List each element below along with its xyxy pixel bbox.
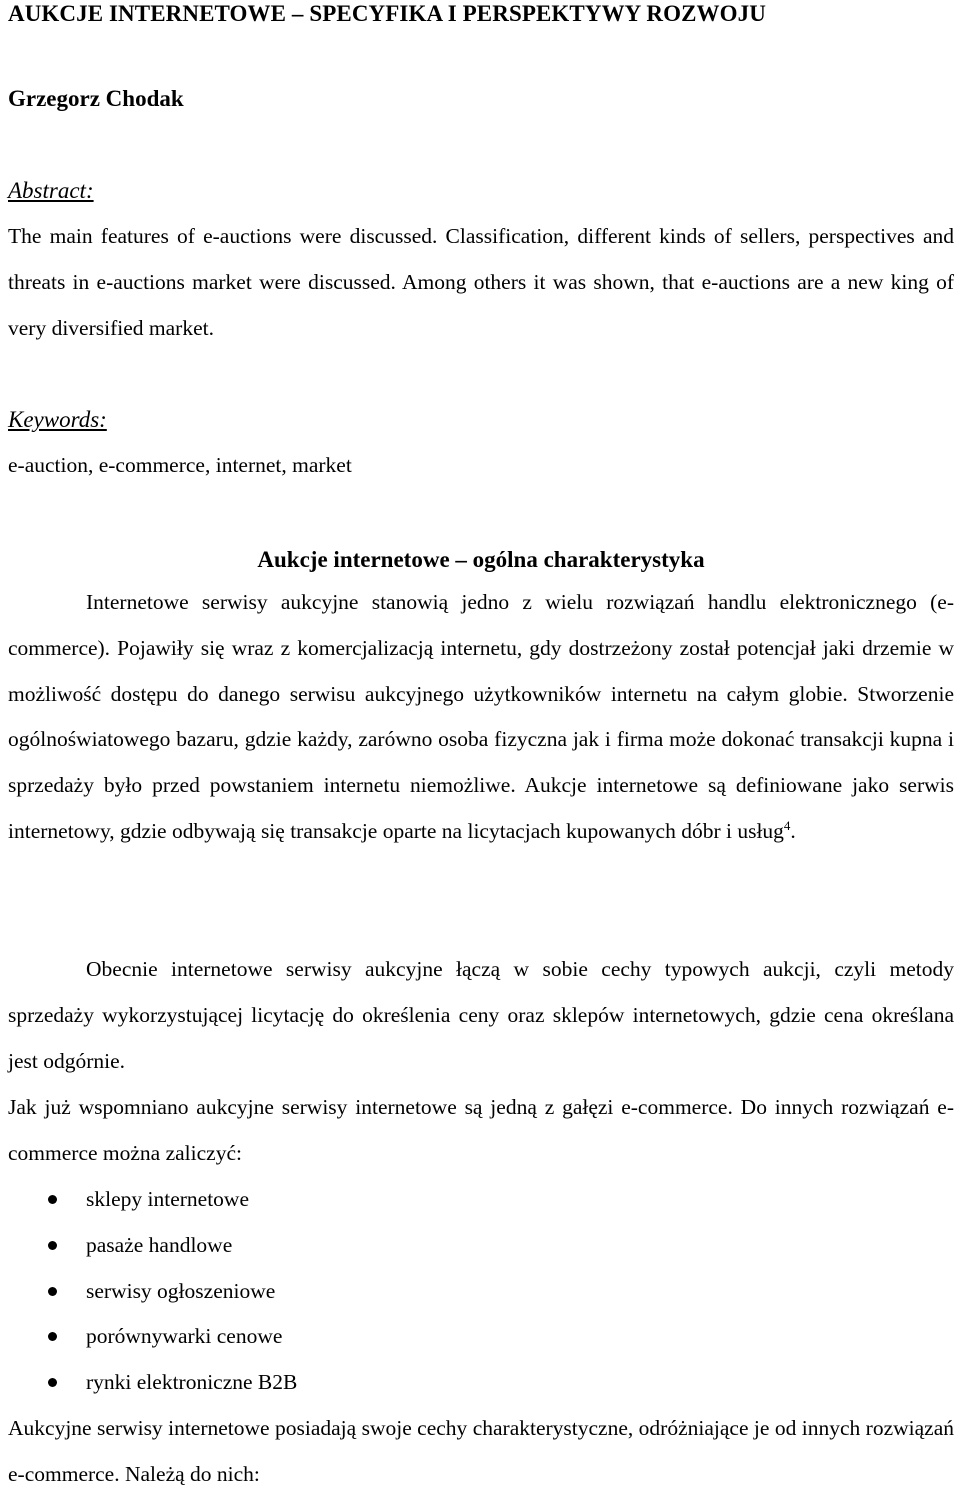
section-heading: Aukcje internetowe – ogólna charakterystyka: [257, 547, 705, 572]
abstract-text: The main features of e-auctions were discussed. Classification, different kinds of sellers, perspectives and threats in e-auctions market were discussed. Among others it was shown, that e-auctions are a new king of very diversified market.: [8, 224, 954, 340]
list-item: [8, 1223, 297, 1269]
list-item-text: rynki elektroniczne B2B: [86, 1370, 298, 1395]
list-item: [8, 1314, 297, 1360]
list-item: [8, 1177, 297, 1223]
body-paragraph-3: Jak już wspomniano aukcyjne serwisy internetowe są jedną z gałęzi e-commerce. Do innych rozwiązań e-commerce można zaliczyć:: [8, 1095, 954, 1165]
keywords-text: e-auction, e-commerce, internet, market: [8, 453, 352, 477]
abstract-label: Abstract:: [8, 178, 94, 203]
bullet-icon: [48, 1378, 57, 1387]
bullet-icon: [48, 1332, 57, 1341]
list-item-text: porównywarki cenowe: [86, 1324, 283, 1349]
list-item-text: sklepy internetowe: [86, 1187, 249, 1211]
body-paragraph-1-text: Internetowe serwisy aukcyjne stanowią jedno z wielu rozwiązań handlu elektronicznego (e-commerce). Pojawiły się wraz z komercjalizacją internetu, gdy dostrzeżony został potencjał jaki drzemie w możliwość dostępu do danego serwisu aukcyjnego użytkowników internetu na całym globie. Stworzenie ogólnoświatowego bazaru, gdzie każdy, zarówno osoba fizyczna jak i firma może dokonać transakcji kupna i sprzedaży było przed powstaniem internetu niemożliwe. Aukcje internetowe są definiowane jako serwis internetowy, gdzie odbywają się transakcje oparte na licytacjach kupowanych dóbr i usług: [8, 590, 954, 843]
list-item: [8, 1269, 297, 1315]
author-name: Grzegorz Chodak: [8, 86, 184, 111]
bullet-icon: [48, 1287, 57, 1296]
bullet-icon: [48, 1195, 57, 1204]
list-item: [8, 1360, 297, 1406]
footnote-marker: 4: [783, 817, 791, 833]
keywords-label: Keywords:: [8, 407, 107, 432]
paper-title: AUKCJE INTERNETOWE – SPECYFIKA I PERSPEKTYWY ROZWOJU: [8, 1, 766, 26]
body-paragraph-4: Aukcyjne serwisy internetowe posiadają swoje cechy charakterystyczne, odróżniające je od innych rozwiązań e-commerce. Należą do nich:: [8, 1416, 954, 1486]
ecommerce-solutions-list: [8, 1177, 297, 1406]
body-paragraph-1: [8, 580, 954, 855]
bullet-icon: [48, 1241, 57, 1250]
list-item-text: pasaże handlowe: [86, 1232, 233, 1257]
list-item-text: serwisy ogłoszeniowe: [86, 1278, 276, 1303]
body-paragraph-2: Obecnie internetowe serwisy aukcyjne łączą w sobie cechy typowych aukcji, czyli metody sprzedaży wykorzystującej licytację do określenia ceny oraz sklepów internetowych, gdzie cena określana jest odgórnie.: [8, 957, 954, 1073]
body-paragraph-1-end: .: [790, 818, 796, 843]
